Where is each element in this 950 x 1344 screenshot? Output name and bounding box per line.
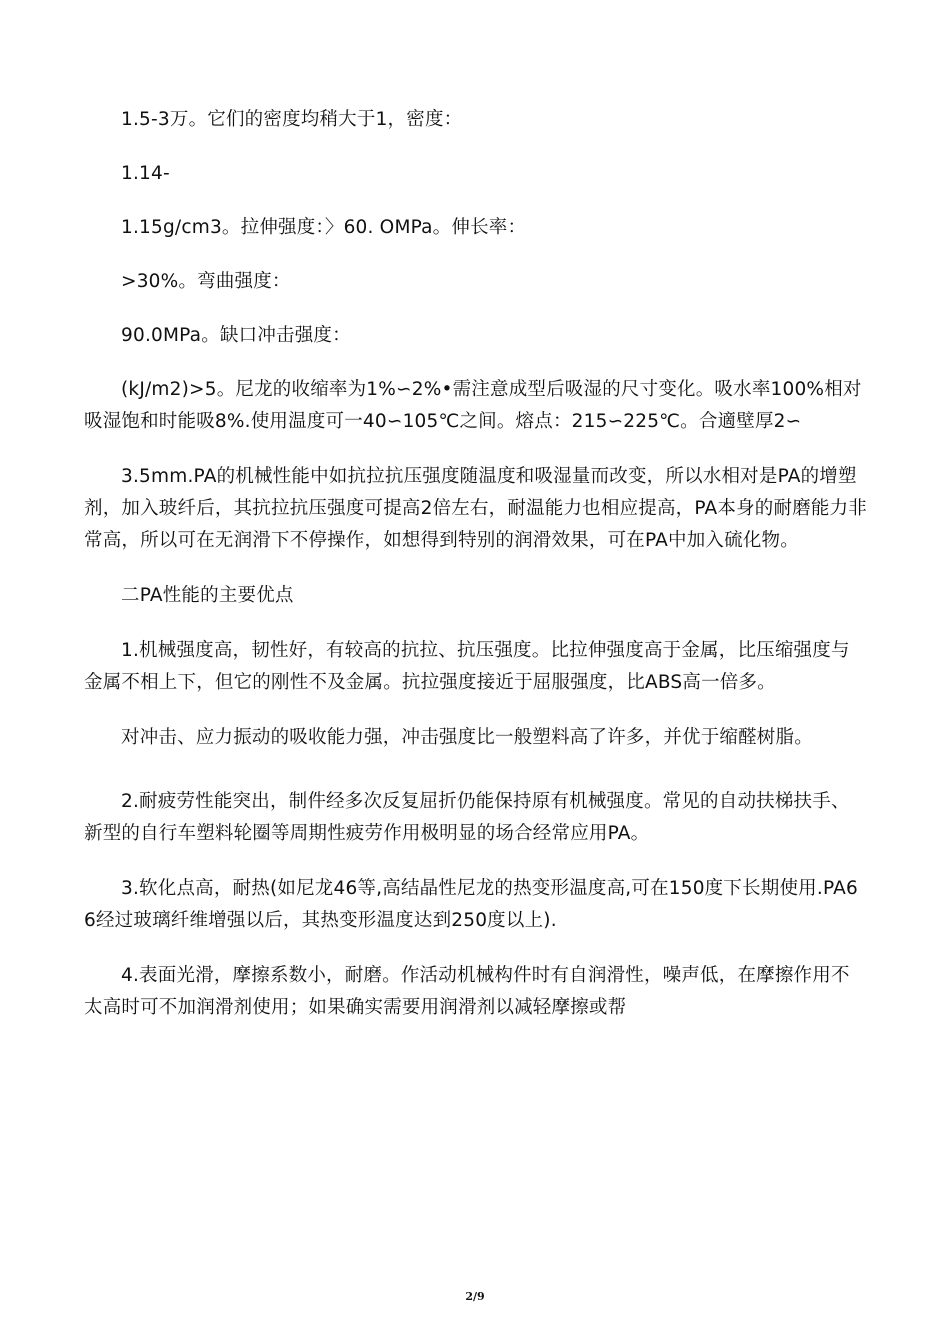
paragraph: 1.5-3万。它们的密度均稍大于1，密度： (121, 109, 463, 130)
paragraph: 对冲击、应力振动的吸收能力强，冲击强度比一般塑料高了许多，并优于缩醛树脂。 (121, 727, 813, 748)
paragraph: >30%。弯曲强度： (121, 271, 291, 292)
paragraph: 1.14- (121, 163, 170, 184)
section-heading: 二PA性能的主要优点 (121, 585, 294, 606)
paragraph: 1.15g/cm3。拉伸强度：〉60. OMPa。伸长率： (121, 217, 527, 238)
paragraph: 4.表面光滑，摩擦系数小，耐磨。作活动机械构件时有自润滑性，噪声低，在摩擦作用不太高时可不加润滑剂使用；如果确实需要用润滑剂以减轻摩擦或帮 (84, 965, 850, 1018)
paragraph: 90.0MPa。缺口冲击强度： (121, 325, 351, 346)
paragraph: 3.软化点高，耐热(如尼龙46等,高结晶性尼龙的热变形温度高,可在150度下长期使用.PA66经过玻璃纤维增强以后，其热变形温度达到250度以上). (84, 878, 858, 931)
paragraph: (kJ/m2)>5。尼龙的收缩率为1%∽2%•需注意成型后吸湿的尺寸变化。吸水率100%相对吸湿饱和时能吸8%.使用温度可一40∽105℃之间。熔点：215∽225℃。合適壁厚2∽ (84, 379, 862, 432)
document-body (84, 104, 868, 1024)
paragraph: 1.机械强度高，韧性好，有较高的抗拉、抗压强度。比拉伸强度高于金属，比压缩强度与金属不相上下，但它的刚性不及金属。抗拉强度接近于屈服强度，比ABS高一倍多。 (84, 640, 850, 693)
paragraph: 3.5mm.PA的机械性能中如抗拉抗压强度随温度和吸湿量而改变，所以水相对是PA的增塑剂，加入玻纤后，其抗拉抗压强度可提高2倍左右，耐温能力也相应提高，PA本身的耐磨能力非常高，所以可在无润滑下不停操作，如想得到特别的润滑效果，可在PA中加入硫化物。 (84, 466, 868, 551)
page-number: 2/9 (465, 1290, 485, 1303)
paragraph: 2.耐疲劳性能突出，制件经多次反复屈折仍能保持原有机械强度。常见的自动扶梯扶手、新型的自行车塑料轮圈等周期性疲劳作用极明显的场合经常应用PA。 (84, 791, 850, 844)
